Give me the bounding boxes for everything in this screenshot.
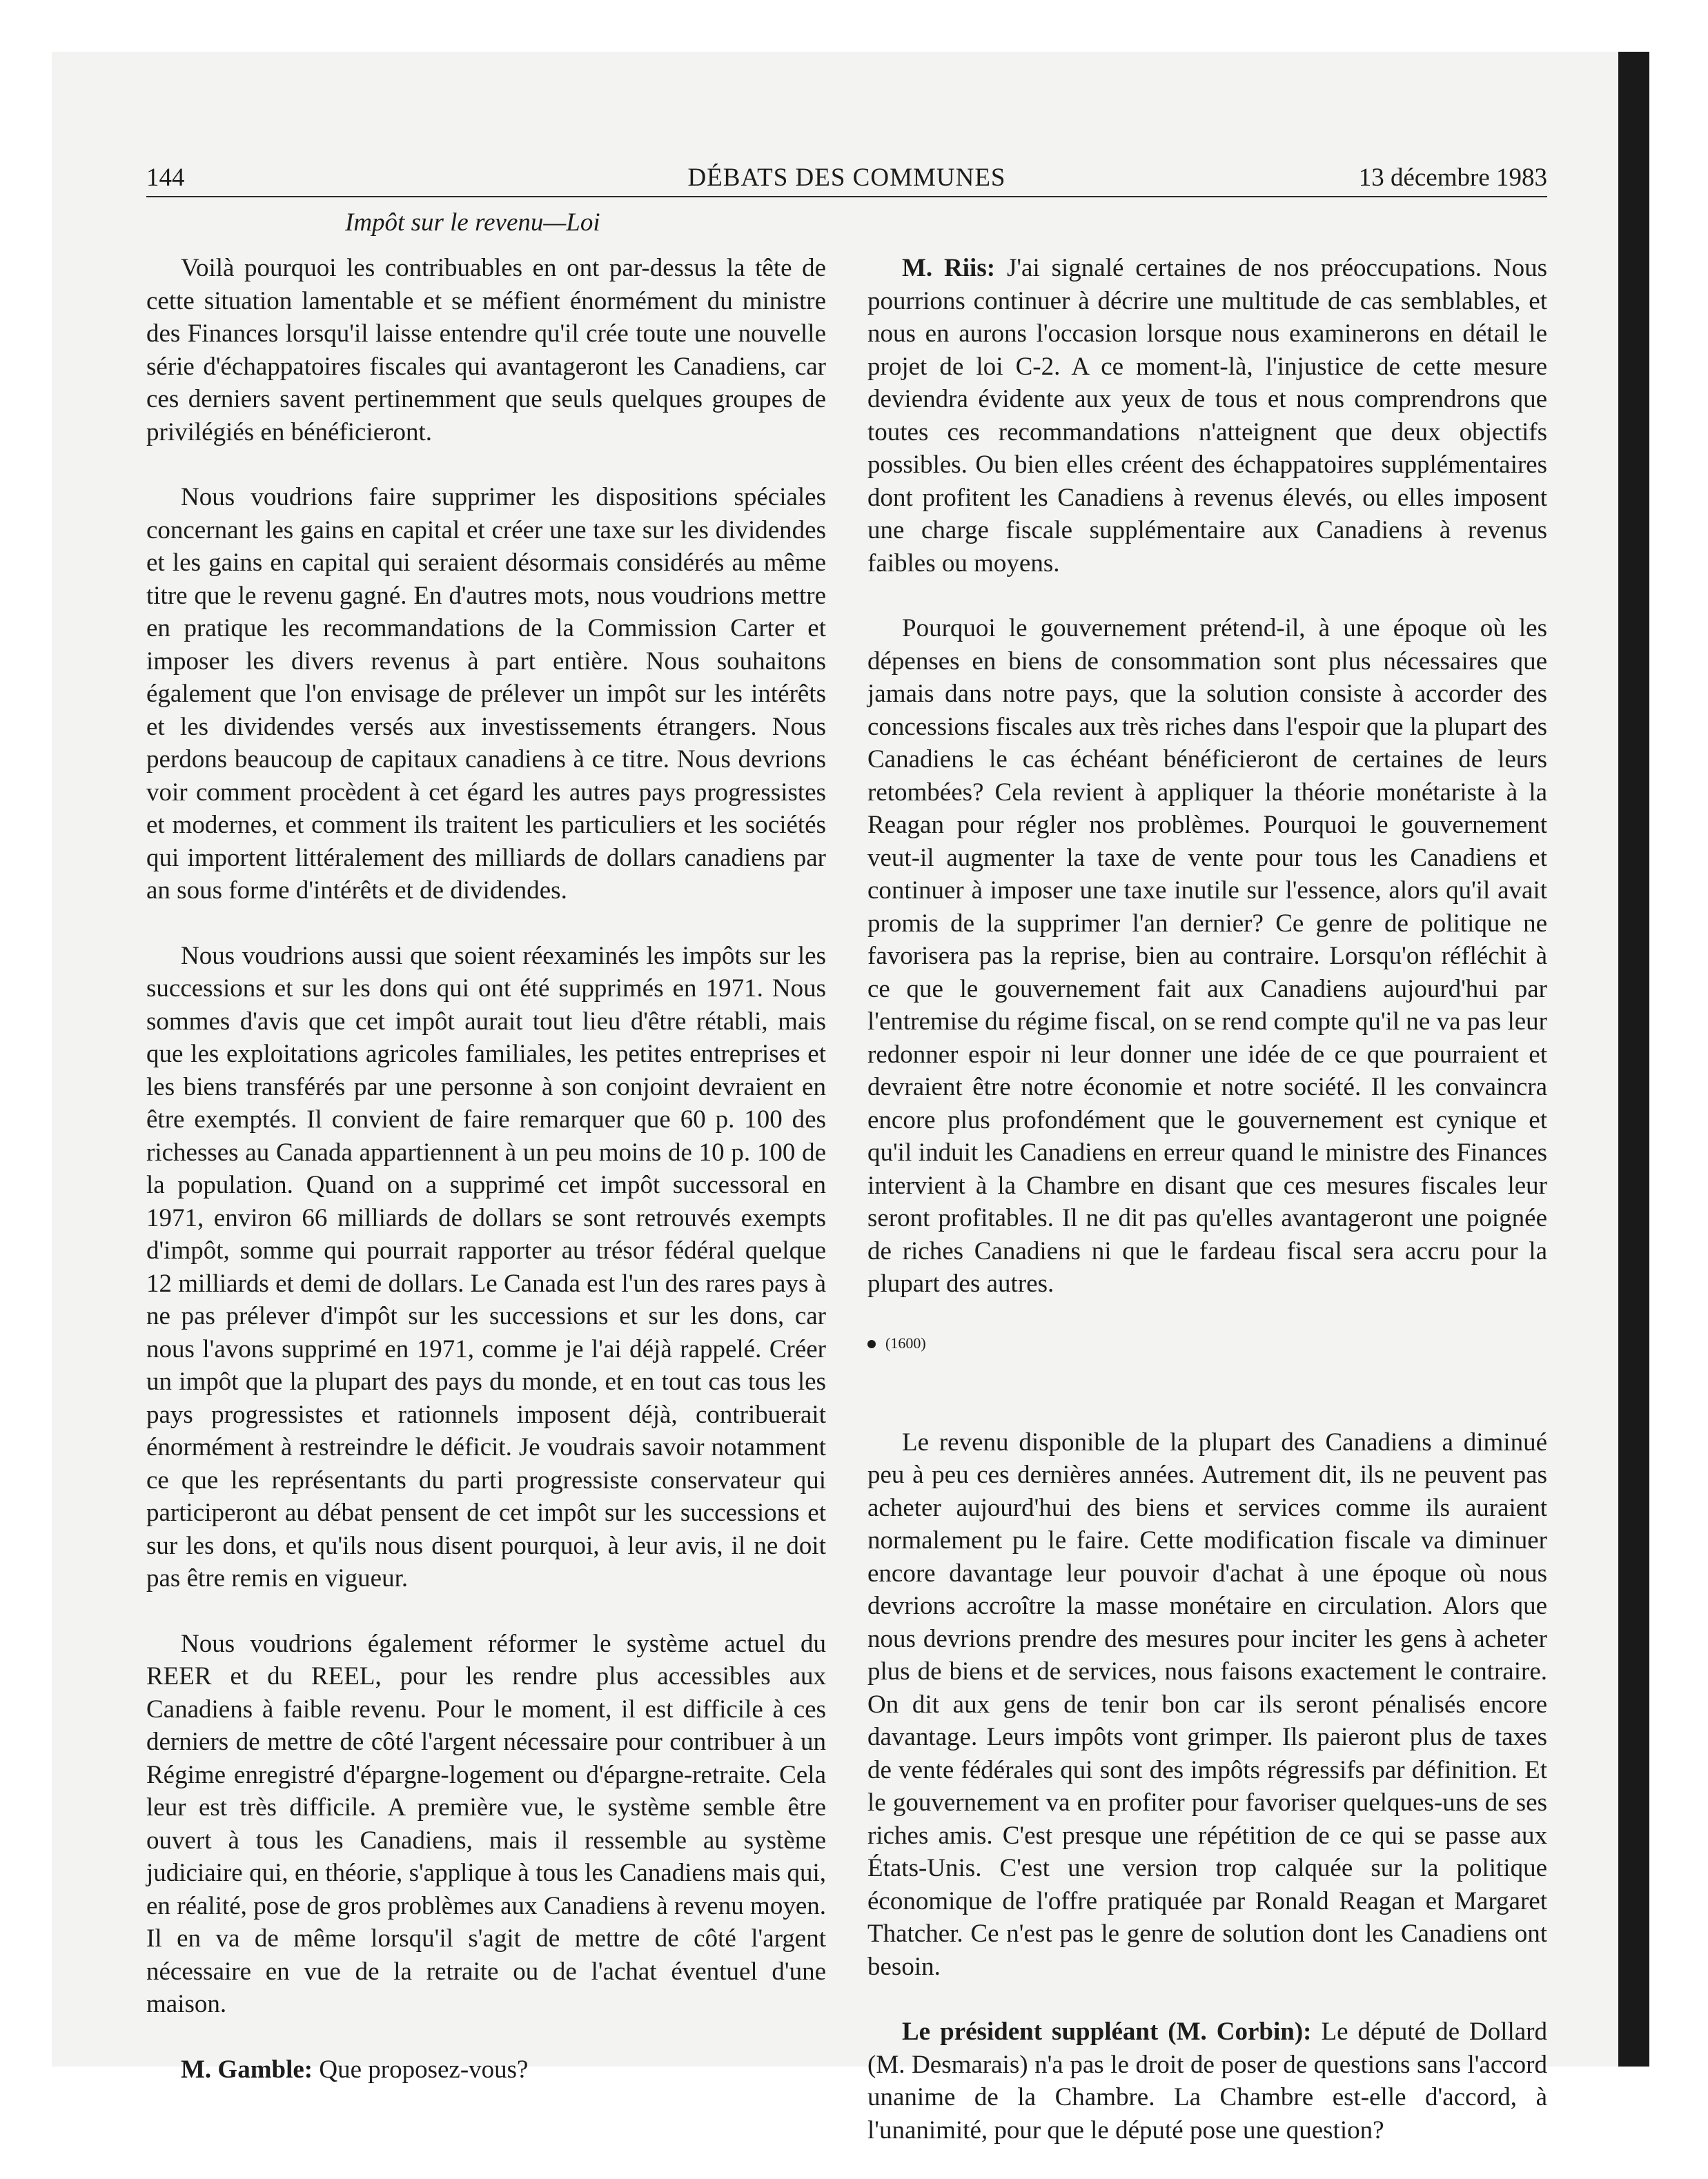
speech-riis	[867, 252, 1547, 580]
paragraph: Nous voudrions aussi que soient réexaminés les impôts sur les successions et sur les dons qui ont été supprimés en 1971. Nous sommes d'avis que cet impôt aurait tout lieu d'être rétabli, mais que les exploitations agricoles familiales, les petites entreprises et les biens transférés par une personne à son conjoint devraient en être exemptés. Il convient de faire remarquer que 60 p. 100 des richesses au Canada appartiennent à un peu moins de 10 p. 100 de la population. Quand on a supprimé cet impôt successoral en 1971, environ 66 milliards de dollars se sont retrouvés exempts d'impôt, somme qui pourrait rapporter au trésor fédéral quelque 12 milliards et demi de dollars. Le Canada est l'un des rares pays à ne pas prélever d'impôt sur les successions et sur les dons, car nous l'avons supprimé en 1971, comme je l'ai déjà rappelé. Créer un impôt que la plupart des pays du monde, et en tout cas tous les pays progressistes et rationnels imposent déjà, contribuerait énormément à restreindre le déficit. Je voudrais savoir notamment ce que les représentants du parti progressiste conservateur qui participeront au débat pensent de cet impôt sur les successions et sur les dons, et qu'ils nous disent pourquoi, à leur avis, il ne doit pas être remis en vigueur.	[146, 941, 826, 1593]
running-head: Impôt sur le revenu—Loi	[345, 208, 600, 237]
left-column	[146, 252, 826, 2118]
speech-gamble	[146, 2053, 826, 2087]
journal-title: DÉBATS DES COMMUNES	[687, 164, 1006, 192]
speech-text: Que proposez-vous?	[313, 2055, 529, 2084]
speaker-name: Le président suppléant (M. Corbin):	[902, 2018, 1312, 2046]
speech-president	[867, 2015, 1547, 2147]
issue-date: 13 décembre 1983	[1358, 164, 1547, 192]
speech-text: J'ai signalé certaines de nos préoccupations. Nous pourrions continuer à décrire une multitude de cas semblables, et nous en aurons l'occasion lorsque nous examinerons en détail le projet de loi C-2. A ce moment-là, l'injustice de cette mesure deviendra évidente aux yeux de tous et nous comprendrons que toutes ces recommandations n'atteignent que deux objectifs possibles. Ou bien elles créent des échappatoires supplémentaires dont profitent les Canadiens à revenus élevés, ou elles imposent une charge fiscale supplémentaire aux Canadiens à revenus faibles ou moyens.	[867, 254, 1547, 578]
page-header	[146, 160, 1547, 197]
speech-text: Le député de Dollard (M. Desmarais) n'a pas le droit de poser de questions sans l'accord unanime de la Chambre. La Chambre est-elle d'accord, à l'unanimité, pour que le député pose une question?	[867, 2018, 1547, 2145]
speaker-name: M. Riis:	[902, 254, 996, 282]
paragraph: Nous voudrions faire supprimer les dispositions spéciales concernant les gains en capital et créer une taxe sur les dividendes et les gains en capital qui seraient désormais considérés au même titre que le revenu gagné. En d'autres mots, nous voudrions mettre en pratique les recommandations de la Commission Carter et imposer les divers revenus à part entière. Nous souhaitons également que l'on envisage de prélever un impôt sur les intérêts et les dividendes versés aux investissements étrangers. Nous perdons beaucoup de capitaux canadiens à ce titre. Nous devrions voir comment procèdent à cet égard les autres pays progressistes et modernes, et comment ils traitent les particuliers et les sociétés qui importent littéralement des milliards de dollars canadiens par an sous forme d'intérêts et de dividendes.	[146, 483, 826, 905]
time-marker-text: (1600)	[885, 1334, 926, 1352]
time-marker	[867, 1333, 1547, 1354]
right-column	[867, 252, 1547, 2179]
paragraph: Voilà pourquoi les contribuables en ont par-dessus la tête de cette situation lamentable et se méfient énormément du ministre des Finances lorsqu'il laisse entendre qu'il crée toute une nouvelle série d'échappatoires fiscales qui avantageront les Canadiens, car ces derniers savent pertinemment que seuls quelques groupes de privilégiés en bénéficieront.	[146, 254, 826, 446]
bullet-icon	[867, 1340, 876, 1348]
scan-edge-bar	[1618, 52, 1649, 2067]
paragraph: Nous voudrions également réformer le système actuel du REER et du REEL, pour les rendre plus accessibles aux Canadiens à faible revenu. Pour le moment, il est difficile à ces derniers de mettre de côté l'argent nécessaire pour contribuer à un Régime enregistré d'épargne-logement ou d'épargne-retraite. Cela leur est très difficile. A première vue, le système semble être ouvert à tous les Canadiens, mais il ressemble au système judiciaire qui, en théorie, s'applique à tous les Canadiens mais qui, en réalité, pose de gros problèmes aux Canadiens à revenu moyen. Il en va de même lorsqu'il s'agit de mettre de côté l'argent nécessaire en vue de la retraite ou de l'achat éventuel d'une maison.	[146, 1629, 826, 2018]
speaker-name: M. Gamble:	[181, 2055, 313, 2084]
page-number: 144	[146, 164, 185, 192]
paragraph: Le revenu disponible de la plupart des Canadiens a diminué peu à peu ces dernières années. Autrement dit, ils ne peuvent pas acheter aujourd'hui des biens et services comme ils auraient normalement pu le faire. Cette modification fiscale va diminuer encore davantage leur pouvoir d'achat à une époque où nous devrions accroître la masse monétaire en circulation. Alors que nous devrions prendre des mesures pour inciter les gens à acheter plus de biens et de services, nous faisons exactement le contraire. On dit aux gens de tenir bon car ils seront pénalisés encore davantage. Leurs impôts vont grimper. Ils paieront plus de taxes de vente fédérales qui sont des impôts régressifs par définition. Et le gouvernement va en profiter pour favoriser quelques-uns de ses riches amis. C'est presque une répétition de ce qui se passe aux États-Unis. C'est une version trop calquée sur la politique économique de l'offre pratiquée par Ronald Reagan et Margaret Thatcher. Ce n'est pas le genre de solution dont les Canadiens ont besoin.	[867, 1428, 1547, 1981]
paragraph: Pourquoi le gouvernement prétend-il, à une époque où les dépenses en biens de consommation sont plus nécessaires que jamais dans notre pays, que la solution consiste à accorder des concessions fiscales aux très riches dans l'espoir que la plupart des Canadiens le cas échéant bénéficieront de certaines de leurs retombées? Cela revient à appliquer la théorie monétariste à la Reagan pour régler nos problèmes. Pourquoi le gouvernement veut-il augmenter la taxe de vente pour tous les Canadiens et continuer à imposer une taxe inutile sur l'essence, alors qu'il avait promis de la supprimer l'an dernier? Ce genre de politique ne favorisera pas la reprise, bien au contraire. Lorsqu'on réfléchit à ce que le gouvernement fait aux Canadiens aujourd'hui par l'entremise du régime fiscal, on se rend compte qu'il ne va pas leur redonner espoir ni leur donner une idée de ce que pourraient et devraient être notre économie et notre société. Il les convaincra encore plus profondément que le gouvernement est cynique et qu'il induit les Canadiens en erreur quand le ministre des Finances intervient à la Chambre en disant que ces mesures fiscales leur seront profitables. Il ne dit pas qu'elles avantageront une poignée de riches Canadiens ni que le fardeau fiscal sera accru pour la plupart des autres.	[867, 614, 1547, 1298]
